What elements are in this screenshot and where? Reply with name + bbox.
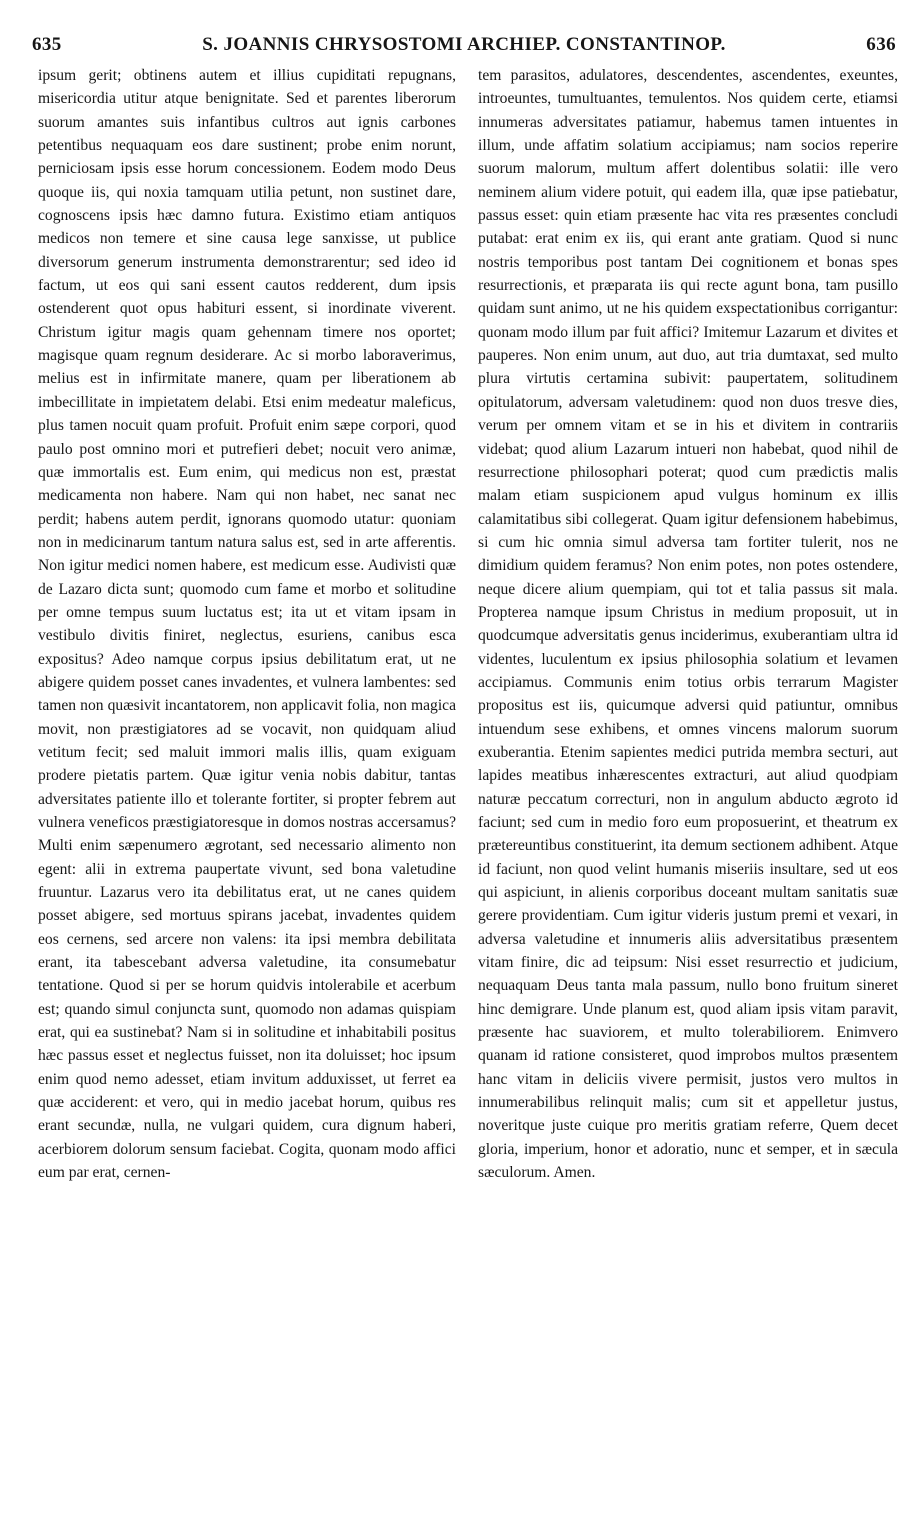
column-left-text: ipsum gerit; obtinens autem et illius cupiditati repugnans, misericordia utitur atque benignitate. Sed et parentes liberorum suorum amantes suis infantibus cultros aut ignis carbones petentibus nequaquam eos dare sustinent; probe enim norunt, perniciosam ipsis esse horum concessionem. Eodem modo Deus quoque iis, qui noxia tamquam utilia petunt, non sustinet dare, cognoscens ipsis hæc damno futura. Existimo etiam antiquos medicos non temere et sine causa lege sanxisse, ut publice diversorum generum instrumenta demonstrarentur; sed ideo id factum, ut eos qui sani essent cautos redderent, dum ipsis ostenderent quot opus habituri essent, si inordinate viverent. Christum igitur magis quam gehennam timere nos oportet; magisque quam regnum desiderare. Ac si morbo laboraverimus, melius est in infirmitate manere, quam per liberationem ab imbecillitate in impietatem delabi. Etsi enim medeatur maleficus, plus tamen nocuit quam profuit. Profuit enim sæpe corpori, quod paulo post omnino mori et putrefieri debet; nocuit vero animæ, quæ immortalis est. Eum enim, qui medicus non est, præstat medicamenta non habere. Nam qui non habet, nec sanat nec perdit; habens autem perdit, ignorans quomodo utatur: quoniam non in medicinarum tantum natura salus est, sed in arte afferentis. Non igitur medici nomen habere, est medicum esse. Audivisti quæ de Lazaro dicta sunt; quomodo cum fame et morbo et solitudine per omne tempus suum luctatus est; ita ut et vitam ipsam in vestibulo divitis finiret, neglectus, esuriens, canibus esca expositus? Adeo namque corpus ipsius debilitatum erat, ut ne abigere quidem posset canes invadentes, et vulnera lambentes: sed tamen non quæsivit incantatorem, non applicavit folia, non magica movit, non præstigiatores ad se vocavit, non quidquam aliud vetitum fecit; sed maluit immori malis illis, quam exiguam prodere pietatis partem. Quæ igitur venia nobis dabitur, tantas adversitates patiente illo et tolerante fortiter, si propter febrem aut vulnera veneficos præstigiatoresque in domos nostras accersamus? Multi enim sæpenumero ægrotant, sed necessario alimento non egent: alii in extrema paupertate vivunt, sed bona valetudine fruuntur. Lazarus vero ita debilitatus erat, ut ne canes quidem posset abigere, sed mortuus spirans jacebat, invadentes quidem eos cernens, sed arcere non valens: ita ipsi membra debilitata erant, ita tabescebant adversa valetudine, ita consumebatur tentatione. Quod si per se horum quidvis intolerabile et acerbum est; quando simul conjuncta sunt, quomodo non adamas quispiam erat, qui ea sustinebat? Nam si in solitudine et inhabitabili positus hæc passus esset et neglectus fuisset, non ita doluisset; hoc ipsum enim quod nemo adesset, etiam invitum adduxisset, ut ferret ea quæ acciderent: et vero, qui in medio jacebat horum, quibus res erant secundæ, nulla, ne vulgari quidem, cura dignum haberi, acerbiorem dolorum sensum faciebat. Cogita, quonam modo affici eum par erat, cernen- xyxy=(38,67,456,1182)
page-number-right: 636 xyxy=(866,34,896,55)
text-column-left xyxy=(38,64,456,1185)
page-number-left: 635 xyxy=(32,34,62,55)
running-header xyxy=(32,34,896,64)
text-column-right xyxy=(478,64,898,1185)
column-right-text: tem parasitos, adulatores, descendentes, ascendentes, exeuntes, introeuntes, tumultuantes, temulentos. Nos quidem certe, etiamsi innumeras adversitates patiamur, habemus tamen intuentes in illum, unde affatim solatium accipiamus; nam socios reperire suorum malorum, multum affert dolentibus solatii: ille vero neminem alium videre potuit, qui eadem illa, quæ ipse patiebatur, passus esset: quin etiam præsente hac vita res præsentes concludi putabat: erat enim ex iis, qui erant ante gratiam. Quod si nunc nostris temporibus post tantam Dei cognitionem et bonas spes resurrectionis, et præparata iis qui recte agunt bona, tam pusillo quidam sunt animo, ut ne his quidem exspectationibus corrigantur: quonam modo illum par fuit affici? Imitemur Lazarum et divites et pauperes. Non enim unum, aut duo, aut tria dumtaxat, sed multo plura virtutis certamina subivit: paupertatem, solitudinem opitulatorum, adversam valetudinem: quod non duos tresve dies, verum per omnem vitam et se in his et divitem in contrariis videbat; quod alium Lazarum intueri non habebat, quod nihil de resurrectione philosophari poterat; quod cum prædictis malis malam etiam suspicionem apud vulgus hominum ex illis calamitatibus sibi collegerat. Quam igitur defensionem habebimus, si cum hic omnia simul adversa tam fortiter tulerit, nos ne dimidium quidem feramus? Non enim potes, non potes ostendere, neque dicere alium quempiam, qui tot et talia passus sit mala. Propterea namque ipsum Christus in medium proposuit, ut in quodcumque adversitatis genus inciderimus, exuberantiam ultra id videntes, luculentum ex ipsius philosophia solatium et levamen accipiamus. Communis enim totius orbis terrarum Magister propositus est iis, quicumque adversi quid patiuntur, omnibus intuendum sese exhibens, et omnes vincens malorum suorum exuberantia. Etenim sapientes medici putrida membra secturi, aut lapides meatibus inhærescentes extracturi, aut aliud quodpiam naturæ peccatum correcturi, non in angulum abducto ægroto id faciunt; sed cum in medio foro eum proposuerint, et theatrum ex prætereuntibus constituerint, ita demum sectionem adhibent. Atque id faciunt, non quod velint humanis miseriis insultare, sed ut eos qui aspiciunt, in alienis corporibus doceant multam sanitatis suæ gerere providentiam. Cum igitur videris justum premi et vexari, in adversa valetudine et innumeris aliis adversitatibus præsentem vitam finire, dic ad teipsum: Nisi esset resurrectio et judicium, nequaquam Deus tanta mala passum, nullo bono fruitum sineret hinc demigrare. Unde planum est, quod aliam ipsis vitam paravit, præsente hac suaviorem, et multo tolerabiliorem. Enimvero quanam id ratione consisteret, quod improbos multos præsentem hanc vitam in deliciis vivere permisit, justos vero multos in innumerabilibus relinquit malis; cum sit et appelletur justus, noveritque juste cuique pro meritis gratiam referre, Quem decet gloria, imperium, honor et adoratio, nunc et semper, et in sæcula sæculorum. Amen. xyxy=(478,67,898,1182)
running-title: S. JOANNIS CHRYSOSTOMI ARCHIEP. CONSTANTINOP. xyxy=(202,34,726,55)
